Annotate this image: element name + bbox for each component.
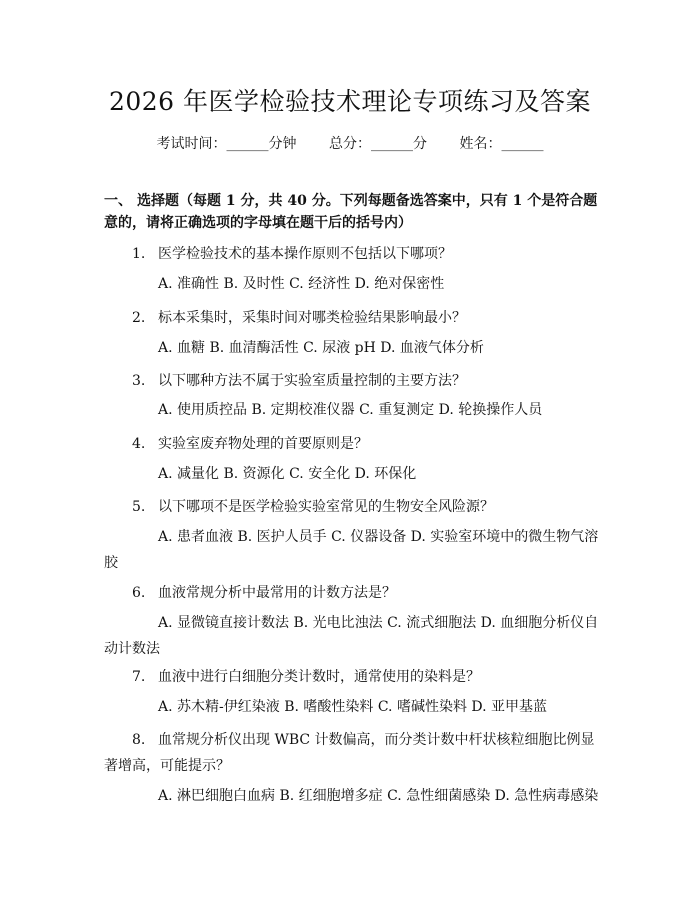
question-text: 血常规分析仪出现 WBC 计数偏高，而分类计数中杆状核粒细胞比例显著增高，可能提示？ [104,732,595,774]
question-number: 2. [132,310,146,326]
question-text: 标本采集时，采集时间对哪类检验结果影响最小？ [158,310,466,326]
exam-name: 姓名：______ [459,136,544,152]
question-text: 血液中进行白细胞分类计数时，通常使用的染料是？ [158,669,480,685]
question-number: 7. [132,669,146,685]
exam-total-score: 总分：______分 [329,136,427,152]
question-number: 4. [132,436,146,452]
question-stem [104,664,600,690]
question-options: A. 淋巴细胞白血病 B. 红细胞增多症 C. 急性细菌感染 D. 急性病毒感染 [158,788,599,804]
question-number: 5. [132,499,146,515]
question-stem [104,580,600,606]
question-number: 8. [132,732,146,748]
question-stem [104,727,600,779]
question-number: 1. [132,246,146,262]
question-text: 实验室废弃物处理的首要原则是？ [158,436,368,452]
question-stem [104,431,600,457]
question-options: A. 准确性 B. 及时性 C. 经济性 D. 绝对保密性 [158,276,445,292]
question-text: 医学检验技术的基本操作原则不包括以下哪项？ [158,246,452,262]
exam-meta [0,133,700,153]
question-options: A. 显微镜直接计数法 B. 光电比浊法 C. 流式细胞法 D. 血细胞分析仪自动计数法 [104,615,599,657]
section-text: 选择题（每题 1 分，共 40 分。下列每题备选答案中，只有 1 个是符合题意的，请将正确选项的字母填在题干后的括号内） [104,193,598,231]
question-options: A. 患者血液 B. 医护人员手 C. 仪器设备 D. 实验室环境中的微生物气溶胶 [104,529,599,571]
section-heading [104,190,604,234]
question-text: 以下哪种方法不属于实验室质量控制的主要方法？ [158,373,466,389]
question-options: A. 减量化 B. 资源化 C. 安全化 D. 环保化 [158,466,417,482]
question-stem [104,241,600,267]
question-options: A. 使用质控品 B. 定期校准仪器 C. 重复测定 D. 轮换操作人员 [158,402,543,418]
question-text: 血液常规分析中最常用的计数方法是？ [158,585,396,601]
page-title: 2026 年医学检验技术理论专项练习及答案 [108,87,592,116]
question-options: A. 血糖 B. 血清酶活性 C. 尿液 pH D. 血液气体分析 [158,340,484,356]
question-number: 6. [132,585,146,601]
question-stem [104,494,600,520]
question-stem [104,368,600,394]
question-text: 以下哪项不是医学检验实验室常见的生物安全风险源？ [158,499,494,515]
question-number: 3. [132,373,146,389]
section-number: 一、 [104,193,132,209]
exam-time: 考试时间：______分钟 [156,136,297,152]
question-stem [104,305,600,331]
question-options: A. 苏木精-伊红染液 B. 嗜酸性染料 C. 嗜碱性染料 D. 亚甲基蓝 [158,699,548,715]
